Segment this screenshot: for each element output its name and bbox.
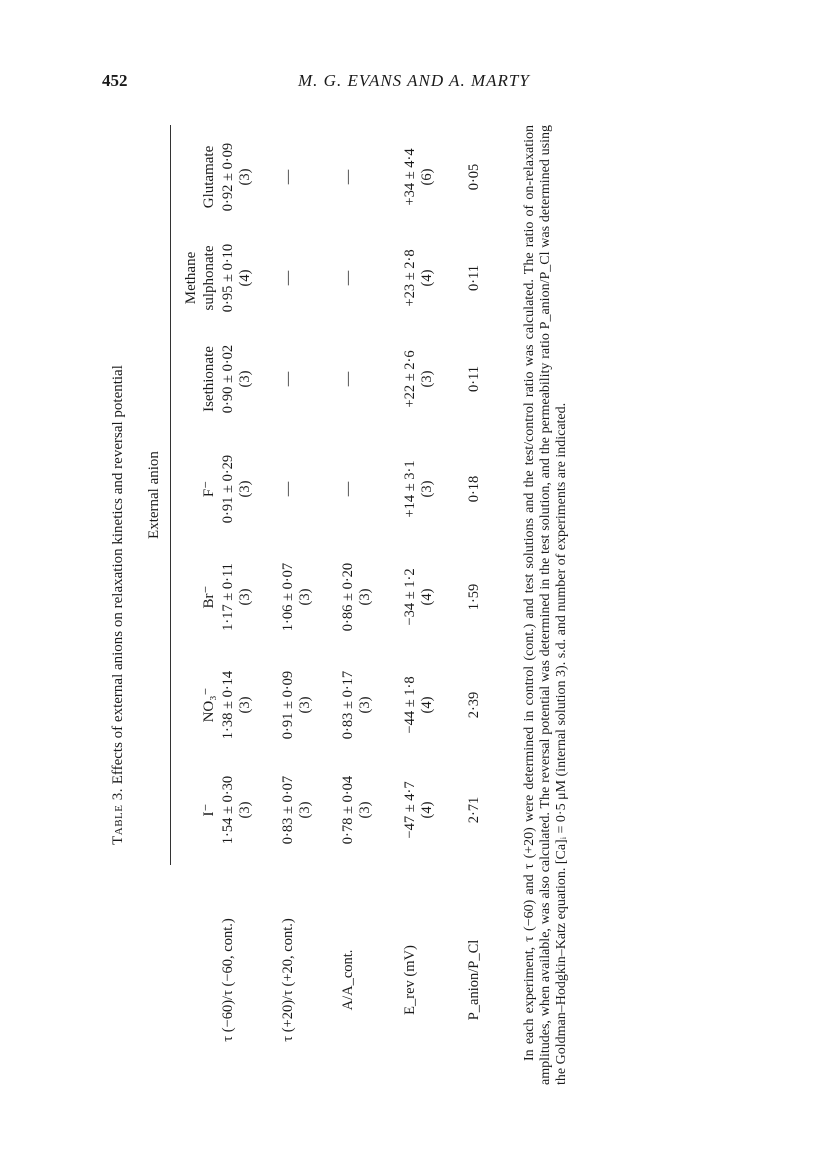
cell-value: — <box>280 481 296 497</box>
table-caption-text: Effects of external anions on relaxation kinetics and reversal potential <box>110 365 126 785</box>
table-cell <box>280 755 314 865</box>
cell-n: (4) <box>419 696 435 714</box>
column-header: I⁻ <box>201 803 217 817</box>
cell-value: 0·91 ± 0·09 <box>280 670 296 740</box>
table-cell <box>280 434 297 544</box>
table-cell <box>340 434 357 544</box>
cell-value: 0·78 ± 0·04 <box>340 775 356 845</box>
table-cell <box>402 324 436 434</box>
cell-n: (3) <box>357 801 373 819</box>
table-cell <box>466 122 483 232</box>
table-cell <box>466 324 483 434</box>
cell-value: −44 ± 1·8 <box>402 676 418 734</box>
cell-value: 0·18 <box>466 475 482 503</box>
row-label: A/A_cont. <box>340 949 356 1011</box>
cell-value: +34 ± 4·4 <box>402 148 418 206</box>
cell-value: 0·95 ± 0·10 <box>220 243 236 313</box>
table-cell <box>466 434 483 544</box>
table-cell <box>402 434 436 544</box>
table-cell <box>280 650 314 760</box>
table-cell <box>220 650 254 760</box>
table-cell <box>220 434 254 544</box>
cell-value: 2·71 <box>466 796 482 824</box>
table-cell <box>466 650 483 760</box>
cell-value: 0·91 ± 0·29 <box>220 454 236 524</box>
running-title: M. G. EVANS AND A. MARTY <box>298 71 530 90</box>
cell-value: +23 ± 2·8 <box>402 249 418 307</box>
cell-value: 0·83 ± 0·17 <box>340 670 356 740</box>
cell-value: 2·39 <box>466 691 482 719</box>
cell-value: 1·59 <box>466 583 482 611</box>
cell-value: 1·38 ± 0·14 <box>220 670 236 740</box>
column-header: Br⁻ <box>201 585 217 609</box>
cell-value: +22 ± 2·6 <box>402 350 418 408</box>
column-header: Isethionate <box>201 346 217 412</box>
cell-n: (3) <box>357 696 373 714</box>
cell-value: 0·11 <box>466 365 482 393</box>
table-caption-label: Table 3. <box>110 788 126 845</box>
table-cell <box>340 324 357 434</box>
cell-value: 0·86 ± 0·20 <box>340 562 356 632</box>
cell-value: — <box>340 371 356 387</box>
cell-n: (3) <box>237 801 253 819</box>
page-number: 452 <box>102 71 128 90</box>
cell-n: (3) <box>237 370 253 388</box>
table-cell <box>220 223 254 333</box>
table-cell <box>220 122 254 232</box>
rotated-table <box>110 125 590 1085</box>
cell-value: 0·83 ± 0·07 <box>280 775 296 845</box>
column-header: Methane sulphonate <box>183 245 217 311</box>
table-cell <box>340 755 374 865</box>
table-footnote: In each experiment, τ (−60) and τ (+20) were determined in control (cont.) and test solutions and the test/control ratio was calculated. The ratio of on-relaxation amplitudes, when available, was also calculated. The reversal potential was determined in the test solution, and the permeability ratio P_anion/P_Cl was determined using the Goldman–Hodgkin–Katz equation. [Ca]ᵢ = 0·5 μM (internal solution 3). s.d. and number of experiments are indicated. <box>522 125 569 1085</box>
table-cell <box>466 542 483 652</box>
cell-n: (4) <box>419 269 435 287</box>
table-cell <box>466 223 483 333</box>
cell-value: −34 ± 1·2 <box>402 568 418 626</box>
table-cell <box>280 223 297 333</box>
cell-value: 1·06 ± 0·07 <box>280 562 296 632</box>
cell-value: 0·05 <box>466 163 482 191</box>
cell-value: +14 ± 3·1 <box>402 460 418 518</box>
cell-value: 1·54 ± 0·30 <box>220 775 236 845</box>
table-cell <box>280 542 314 652</box>
table-cell <box>220 324 254 434</box>
table-cell <box>280 324 297 434</box>
table-cell <box>280 122 297 232</box>
cell-n: (6) <box>419 168 435 186</box>
cell-n: (4) <box>419 801 435 819</box>
table-cell <box>402 122 436 232</box>
cell-value: 1·17 ± 0·11 <box>220 563 236 631</box>
cell-n: (3) <box>237 696 253 714</box>
table-cell <box>340 650 374 760</box>
table-cell <box>220 542 254 652</box>
cell-n: (3) <box>357 588 373 606</box>
cell-n: (4) <box>237 269 253 287</box>
table-cell <box>402 542 436 652</box>
table-cell <box>402 223 436 333</box>
row-label: P_anion/P_Cl <box>466 939 482 1021</box>
row-label: τ (−60)/τ (−60, cont.) <box>220 918 236 1042</box>
table-cell <box>402 650 436 760</box>
cell-n: (3) <box>297 696 313 714</box>
column-header: F⁻ <box>201 480 217 498</box>
table-caption <box>110 125 134 1085</box>
cell-n: (3) <box>297 801 313 819</box>
cell-value: — <box>280 371 296 387</box>
cell-n: (3) <box>419 480 435 498</box>
cell-value: — <box>340 270 356 286</box>
cell-n: (3) <box>419 370 435 388</box>
cell-value: — <box>280 270 296 286</box>
table-cell <box>220 755 254 865</box>
cell-n: (3) <box>237 168 253 186</box>
cell-n: (3) <box>237 588 253 606</box>
table-cell <box>402 755 436 865</box>
table-cell <box>340 223 357 333</box>
column-header: Glutamate <box>201 145 217 209</box>
row-label: E_rev (mV) <box>402 945 418 1015</box>
cell-value: 0·11 <box>466 264 482 292</box>
cell-value: 0·92 ± 0·09 <box>220 142 236 212</box>
table-cell <box>466 755 483 865</box>
row-label: τ (+20)/τ (+20, cont.) <box>280 918 296 1042</box>
table-cell <box>340 542 374 652</box>
group-header: External anion <box>146 451 162 539</box>
cell-value: 0·90 ± 0·02 <box>220 344 236 414</box>
cell-value: — <box>340 169 356 185</box>
header-rule <box>170 125 171 865</box>
cell-n: (3) <box>297 588 313 606</box>
cell-value: −47 ± 4·7 <box>402 781 418 839</box>
cell-value: — <box>340 481 356 497</box>
cell-value: — <box>280 169 296 185</box>
cell-n: (3) <box>237 480 253 498</box>
column-header: NO₃⁻ <box>201 687 217 723</box>
table-cell <box>340 122 357 232</box>
cell-n: (4) <box>419 588 435 606</box>
